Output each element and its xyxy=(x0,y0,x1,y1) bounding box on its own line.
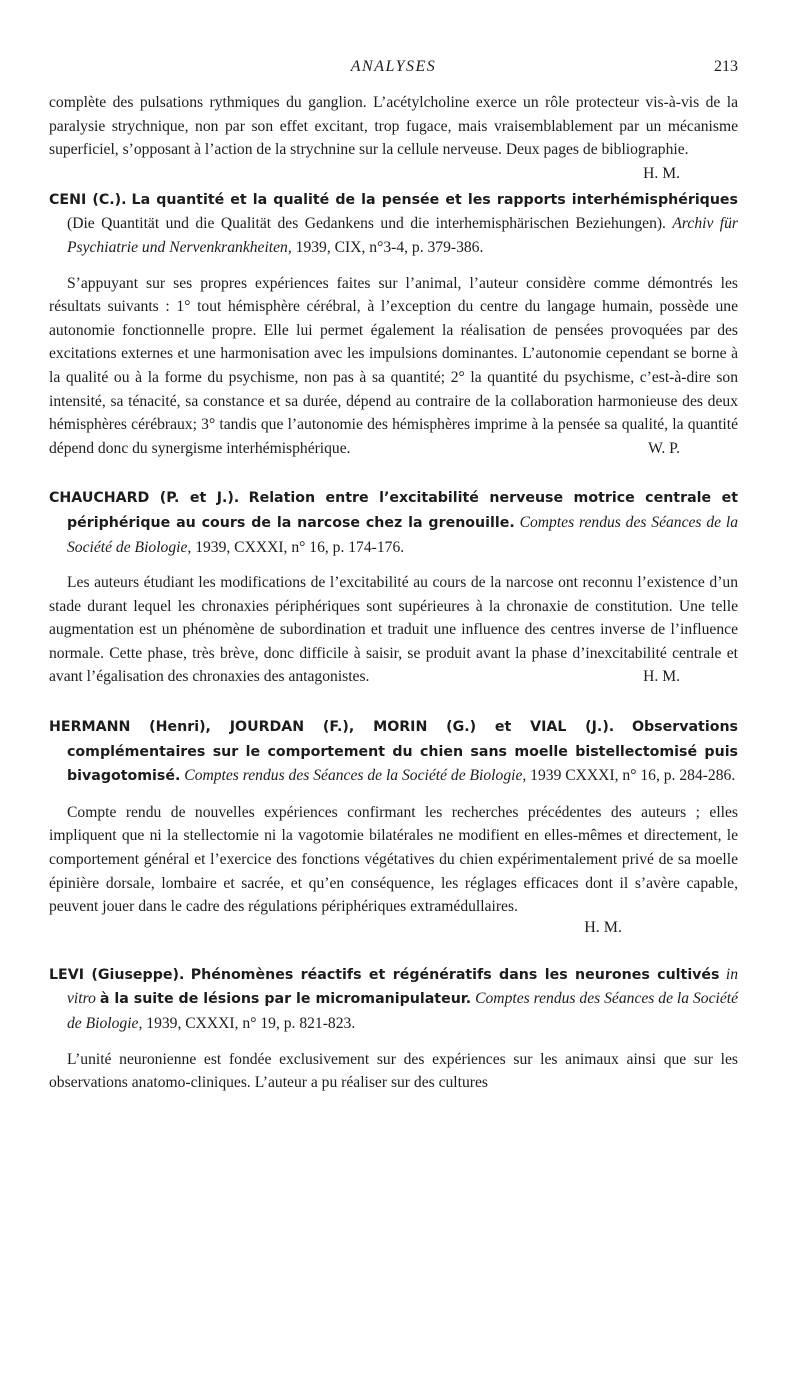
entry-signature: W. P. xyxy=(648,439,680,457)
entry-journal: Comptes rendus des Séances de la Société de Biologie, xyxy=(67,513,738,556)
entry-abstract xyxy=(49,272,738,461)
abstract-text: S’appuyant sur ses propres expériences faites sur l’animal, l’auteur considère comme démontrés les résultats suivants : 1° tout hémisphère cérébral, à l’exception du centre du langage humain, possède une autonomie fonctionnelle propre. Elle lui permet également la réalisation de pensées provoquées par des excitations externes et une harmonisation avec les impulsions dominantes. L’autonomie cependant se borne à la qualité ou à la forme du psychisme, non pas à sa quantité; 2° la quantité du psychisme, c’est-à-dire son intensité, sa ténacité, sa constance et sa durée, dépend au contraire de la collaboration harmonieuse des deux hémisphères cérébraux; 3° tandis que l’autonomie des hémisphères imprime à la pensée sa qualité, la quantité dépend donc du synergisme interhémisphérique. xyxy=(49,274,738,457)
entry-abstract xyxy=(49,801,738,919)
intro-signature: H. M. xyxy=(643,164,680,182)
entry-journal: Archiv für Psychiatrie und Nervenkrankheiten, xyxy=(67,215,738,256)
page-header xyxy=(49,58,738,82)
entry-journal: Comptes rendus des Séances de la Société de Biologie, xyxy=(184,767,527,785)
bibliographic-entry xyxy=(49,715,738,789)
bibliographic-entry xyxy=(49,963,738,1036)
bibliographic-entry xyxy=(49,486,738,559)
entry-journal: Comptes rendus des Séances de la Société de Biologie, xyxy=(67,990,739,1032)
entry-title: Observations complémentaires sur le comportement du chien sans moelle bistellectomisé puis bivagotomisé. xyxy=(67,719,738,785)
abstract-text: Les auteurs étudiant les modifications de l’excitabilité au cours de la narcose ont reconnu l’existence d’un stade durant lequel les chronaxies périphériques sont supérieures à la chronaxie de constitution. Une telle augmentation est un phénomène de subordination et traduit une influence des centres inverse de l’influence normale. Cette phase, très brève, donc difficile à saisir, se produit avant la phase d’inexcitabilité centrale et avant l’égalisation des chronaxies des antagonistes. xyxy=(49,574,738,686)
abstract-text: L’unité neuronienne est fondée exclusivement sur des expériences sur les animaux ainsi que sur les observations anatomo-cliniques. L’auteur a pu réaliser sur des cultures xyxy=(49,1050,738,1092)
entry-title-italic: in vitro xyxy=(67,965,738,1008)
intro-text: complète des pulsations rythmiques du ganglion. L’acétylcholine exerce un rôle protecteur vis-à-vis de la paralysie strychnique, non par son effet excitant, trop fugace, mais vraisemblablement par un mécanisme superficiel, s’opposant à l’action de la strychnine sur la cellule nerveuse. Deux pages de bibliographie. xyxy=(49,94,738,159)
entry-signature: H. M. xyxy=(643,668,680,686)
running-title: ANALYSES xyxy=(350,58,437,75)
intro-paragraph xyxy=(49,91,738,182)
bibliographic-entry xyxy=(49,188,738,260)
entry-author: CENI (C.). xyxy=(49,191,127,208)
entry-author: LEVI (Giuseppe). xyxy=(49,966,185,983)
entry-abstract xyxy=(49,1048,738,1095)
entry-reference: 1939, CIX, n°3-4, p. 379-386. xyxy=(295,238,484,256)
entry-title: Relation entre l’excitabilité nerveuse motrice centrale et périphérique au cours de la narcose chez la grenouille. xyxy=(67,490,738,531)
entry-author: CHAUCHARD (P. et J.). xyxy=(49,490,240,507)
entry-abstract xyxy=(49,571,738,689)
page-body xyxy=(49,91,738,1095)
entry-signature: H. M. xyxy=(584,918,622,936)
entry-author: HERMANN (Henri), JOURDAN (F.), MORIN (G.) et VIAL (J.). xyxy=(49,719,615,736)
entry-title-part: à la suite de lésions par le micromanipulateur. xyxy=(99,991,472,1008)
entry-reference: 1939, CXXXI, n° 16, p. 174-176. xyxy=(195,538,405,556)
entry-reference: 1939 CXXXI, n° 16, p. 284-286. xyxy=(530,767,736,785)
entry-reference: 1939, CXXXI, n° 19, p. 821-823. xyxy=(146,1015,356,1032)
page-number: 213 xyxy=(714,58,738,75)
entry-subtitle: (Die Quantität und die Qualität des Gedankens und die interhemisphärischen Beziehungen). xyxy=(67,215,666,233)
abstract-text: Compte rendu de nouvelles expériences confirmant les recherches précédentes des auteurs ; elles impliquent que ni la stellectomie ni la vagotomie bilatérales ne modifient en elles-mêmes et directement, le comportement général et l’exercice des fonctions végétatives du chien expérimentalement privé de sa moelle épinière dorsale, lombaire et sacrée, et qu’en conséquence, les réglages efficaces dont il s’avère capable, peuvent jouer dans le cadre des régulations périphériques extramédullaires. xyxy=(49,803,738,916)
entry-title: La quantité et la qualité de la pensée et les rapports interhémisphériques xyxy=(131,191,739,208)
entry-title-part: Phénomènes réactifs et régénératifs dans les neurones cultivés xyxy=(190,966,720,983)
